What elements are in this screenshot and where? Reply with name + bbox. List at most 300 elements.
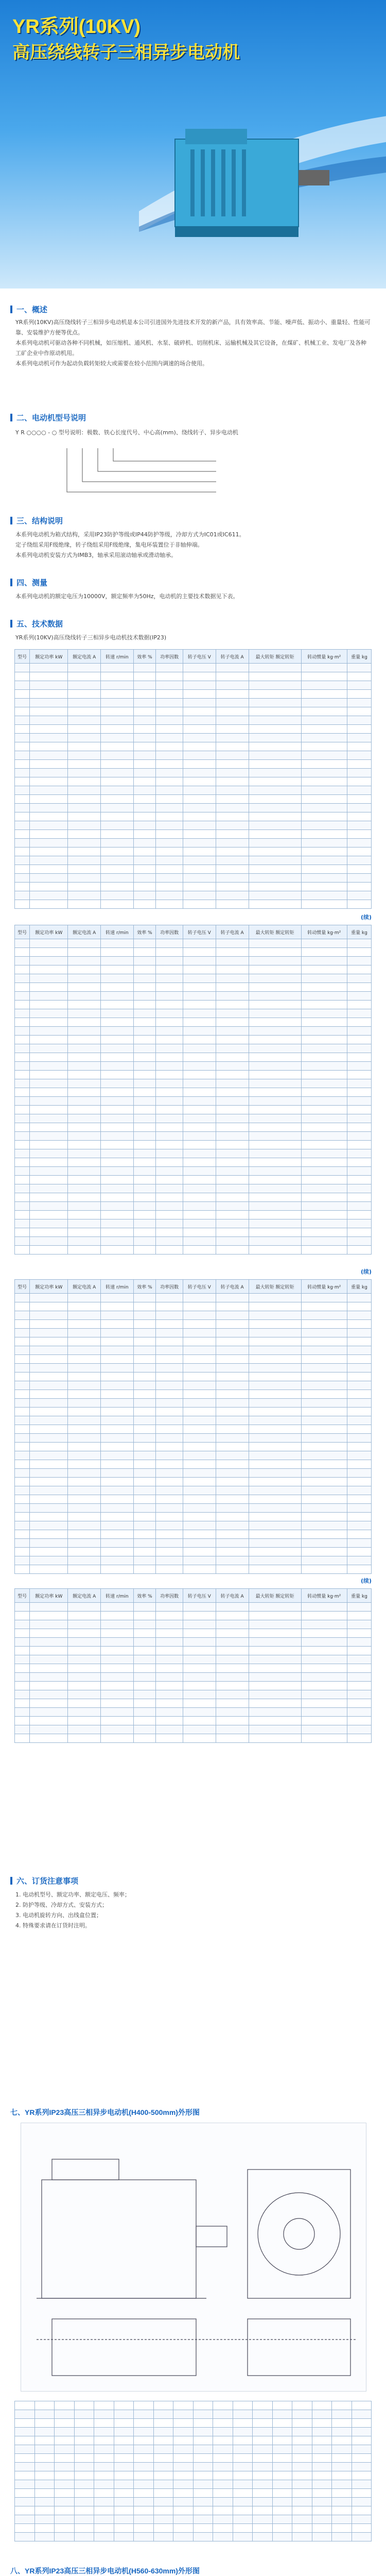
- table-cell: [156, 690, 183, 699]
- table-cell: [347, 1638, 371, 1647]
- table-cell: [15, 1381, 30, 1390]
- table-cell: [249, 1141, 301, 1149]
- table-cell: [183, 1612, 216, 1620]
- table-cell: [68, 1044, 101, 1053]
- table-cell: [249, 734, 301, 742]
- table-cell: [153, 2506, 173, 2515]
- table-cell: [156, 1682, 183, 1690]
- table-row: [15, 2533, 372, 2541]
- table-cell: [68, 1132, 101, 1141]
- table-cell: [30, 891, 68, 900]
- table-cell: [101, 795, 133, 804]
- table-cell: [133, 1399, 156, 1408]
- table-cell: [216, 1320, 249, 1329]
- table-cell: [68, 948, 101, 957]
- table-cell: [55, 2515, 75, 2524]
- table-cell: [183, 1638, 216, 1647]
- table-cell: [68, 1123, 101, 1132]
- table-cell: [30, 1673, 68, 1682]
- table-cell: [301, 1469, 347, 1478]
- table-cell: [347, 1460, 371, 1469]
- table-cell: [253, 2489, 273, 2498]
- table-cell: [30, 1176, 68, 1184]
- table-cell: [183, 891, 216, 900]
- table-cell: [101, 1036, 133, 1044]
- table-cell: [34, 2533, 55, 2541]
- table-cell: [133, 883, 156, 891]
- table-cell: [101, 1202, 133, 1211]
- table-cell: [216, 1548, 249, 1556]
- table-cell: [101, 1664, 133, 1673]
- table-cell: [216, 1513, 249, 1521]
- table-cell: [216, 1469, 249, 1478]
- table-cell: [183, 1539, 216, 1548]
- table-cell: [183, 1513, 216, 1521]
- table-cell: [183, 1167, 216, 1176]
- table-cell: [249, 1364, 301, 1372]
- table-cell: [347, 1425, 371, 1434]
- table-cell: [156, 983, 183, 992]
- table-cell: [301, 1337, 347, 1346]
- table-cell: [301, 1565, 347, 1574]
- table-cell: [312, 2463, 332, 2471]
- table-cell: [15, 760, 30, 769]
- table-cell: [133, 1202, 156, 1211]
- table-cell: [156, 1184, 183, 1193]
- table-cell: [15, 1337, 30, 1346]
- table-row: [15, 707, 372, 716]
- table-cell: [249, 1416, 301, 1425]
- table-cell: [68, 939, 101, 948]
- table-cell: [301, 1434, 347, 1443]
- table-cell: [249, 1184, 301, 1193]
- table-cell: [301, 1228, 347, 1237]
- table-cell: [30, 1132, 68, 1141]
- table-cell: [216, 1132, 249, 1141]
- table-cell: [15, 1193, 30, 1202]
- table-cell: [183, 1460, 216, 1469]
- table-row: [15, 965, 372, 974]
- table-cell: [55, 2401, 75, 2410]
- table-cell: [133, 1193, 156, 1202]
- table-cell: [30, 1294, 68, 1302]
- table-cell: [332, 2498, 352, 2506]
- table-cell: [156, 883, 183, 891]
- table-cell: [183, 1036, 216, 1044]
- table-row: [15, 1044, 372, 1053]
- table-cell: [15, 1106, 30, 1114]
- table-cell: [68, 1548, 101, 1556]
- table-cell: [34, 2410, 55, 2419]
- table-cell: [272, 2471, 292, 2480]
- table-cell: [15, 1211, 30, 1219]
- table-cell: [68, 839, 101, 848]
- table-cell: [15, 821, 30, 830]
- table-cell: [301, 1530, 347, 1539]
- table-cell: [347, 1620, 371, 1629]
- table-cell: [34, 2498, 55, 2506]
- table-cell: [156, 1539, 183, 1548]
- table-cell: [15, 839, 30, 848]
- table-cell: [133, 957, 156, 965]
- table-row: [15, 786, 372, 795]
- table-cell: [15, 2533, 35, 2541]
- table-cell: [347, 1097, 371, 1106]
- table-header-cell: 转速 r/min: [101, 650, 133, 664]
- table-cell: [101, 900, 133, 909]
- table-row: [15, 725, 372, 734]
- table-cell: [347, 1521, 371, 1530]
- table-cell: [216, 1053, 249, 1062]
- table-cell: [101, 1132, 133, 1141]
- table-cell: [30, 1329, 68, 1337]
- table-cell: [133, 974, 156, 983]
- table-cell: [216, 777, 249, 786]
- table-cell: [301, 1237, 347, 1246]
- table-row: [15, 1167, 372, 1176]
- table-cell: [55, 2533, 75, 2541]
- table-cell: [74, 2454, 94, 2463]
- table-cell: [347, 1443, 371, 1451]
- table-cell: [213, 2463, 233, 2471]
- table-cell: [347, 699, 371, 707]
- table-cell: [134, 2410, 154, 2419]
- table-cell: [30, 965, 68, 974]
- table-cell: [156, 1513, 183, 1521]
- table-cell: [153, 2436, 173, 2445]
- table-cell: [301, 874, 347, 883]
- table-cell: [292, 2428, 312, 2436]
- table-cell: [15, 1717, 30, 1725]
- table-header-cell: 效率 %: [133, 925, 156, 939]
- table-cell: [332, 2524, 352, 2533]
- table-header-cell: 转动惯量 kg·m²: [301, 925, 347, 939]
- table-cell: [301, 948, 347, 957]
- table-row: [15, 1372, 372, 1381]
- table-cell: [68, 1664, 101, 1673]
- section-5-text: YR系列(10KV)高压绕线转子三相异步电动机技术数据(IP23): [15, 634, 167, 641]
- table-cell: [347, 957, 371, 965]
- table-cell: [15, 1434, 30, 1443]
- table-header-cell: 额定功率 kW: [30, 1589, 68, 1603]
- table-cell: [347, 883, 371, 891]
- table-cell: [114, 2471, 134, 2480]
- table-cell: [30, 1612, 68, 1620]
- section-heading-5: 五、技术数据: [10, 618, 63, 629]
- table-cell: [249, 1469, 301, 1478]
- table-cell: [15, 1539, 30, 1548]
- table-cell: [15, 699, 30, 707]
- table-row: [15, 1079, 372, 1088]
- table-cell: [216, 1443, 249, 1451]
- table-cell: [249, 1346, 301, 1355]
- table-cell: [55, 2463, 75, 2471]
- table-cell: [68, 751, 101, 760]
- table-cell: [153, 2471, 173, 2480]
- table-cell: [347, 1036, 371, 1044]
- table-header-cell: 型号: [15, 925, 30, 939]
- table-cell: [183, 1320, 216, 1329]
- table-cell: [249, 965, 301, 974]
- table-cell: [68, 1311, 101, 1320]
- table-cell: [193, 2498, 213, 2506]
- table-cell: [156, 1603, 183, 1612]
- table-cell: [133, 1355, 156, 1364]
- table-cell: [216, 672, 249, 681]
- table-cell: [15, 1460, 30, 1469]
- table-cell: [193, 2533, 213, 2541]
- table-cell: [301, 1699, 347, 1708]
- table-cell: [15, 891, 30, 900]
- table-cell: [101, 1372, 133, 1381]
- table-cell: [216, 1337, 249, 1346]
- table-row: [15, 1708, 372, 1717]
- table-cell: [133, 804, 156, 812]
- table-cell: [216, 1451, 249, 1460]
- table-cell: [15, 1565, 30, 1574]
- table-cell: [249, 681, 301, 690]
- table-cell: [15, 1228, 30, 1237]
- table-cell: [301, 1219, 347, 1228]
- table-cell: [249, 1620, 301, 1629]
- table-cell: [156, 1690, 183, 1699]
- table-cell: [173, 2445, 194, 2454]
- table-row: [15, 1399, 372, 1408]
- table-cell: [133, 1690, 156, 1699]
- table-cell: [183, 1434, 216, 1443]
- table-header-cell: 转子电流 A: [216, 650, 249, 664]
- table-cell: [213, 2533, 233, 2541]
- table-cell: [156, 1478, 183, 1486]
- table-cell: [301, 734, 347, 742]
- table-cell: [183, 1530, 216, 1539]
- table-cell: [101, 742, 133, 751]
- table-cell: [94, 2524, 114, 2533]
- hero-banner: [0, 0, 386, 289]
- table-cell: [30, 1734, 68, 1743]
- table-row: [15, 1027, 372, 1036]
- table-cell: [133, 1123, 156, 1132]
- table-cell: [153, 2401, 173, 2410]
- table-cell: [114, 2524, 134, 2533]
- table-cell: [68, 1495, 101, 1504]
- table-cell: [68, 1167, 101, 1176]
- table-row: [15, 1699, 372, 1708]
- table-cell: [301, 1364, 347, 1372]
- table-cell: [213, 2454, 233, 2463]
- table-row: [15, 939, 372, 948]
- table-cell: [30, 699, 68, 707]
- table-cell: [249, 672, 301, 681]
- table-cell: [249, 1539, 301, 1548]
- table-cell: [347, 707, 371, 716]
- table-cell: [249, 1565, 301, 1574]
- table-cell: [133, 965, 156, 974]
- table-cell: [347, 965, 371, 974]
- table-cell: [347, 1202, 371, 1211]
- table-cell: [183, 883, 216, 891]
- table-cell: [216, 1071, 249, 1079]
- table-cell: [347, 848, 371, 856]
- table-row: [15, 1664, 372, 1673]
- table-cell: [153, 2410, 173, 2419]
- table-cell: [101, 1565, 133, 1574]
- table-cell: [114, 2463, 134, 2471]
- table-cell: [30, 1106, 68, 1114]
- table-cell: [30, 1302, 68, 1311]
- table-cell: [101, 1647, 133, 1655]
- table-cell: [68, 1141, 101, 1149]
- table-cell: [347, 751, 371, 760]
- table-cell: [15, 2401, 35, 2410]
- table-cell: [15, 1399, 30, 1408]
- table-cell: [30, 1513, 68, 1521]
- table-cell: [233, 2515, 253, 2524]
- table-cell: [173, 2489, 194, 2498]
- table-cell: [249, 1478, 301, 1486]
- table-cell: [68, 725, 101, 734]
- table-cell: [101, 848, 133, 856]
- table-cell: [15, 2524, 35, 2533]
- table-header-cell: 转动惯量 kg·m²: [301, 1280, 347, 1294]
- table-cell: [173, 2419, 194, 2428]
- table-cell: [101, 1237, 133, 1246]
- section-heading-order: 六、订货注意事项: [10, 1875, 78, 1886]
- table-cell: [156, 1425, 183, 1434]
- table-cell: [249, 957, 301, 965]
- table-cell: [133, 856, 156, 865]
- table-row: [15, 1114, 372, 1123]
- table-cell: [133, 1219, 156, 1228]
- table-cell: [347, 1211, 371, 1219]
- table-cell: [301, 1655, 347, 1664]
- table-cell: [301, 1302, 347, 1311]
- table-cell: [216, 1647, 249, 1655]
- table-cell: [249, 1612, 301, 1620]
- table-cell: [183, 734, 216, 742]
- table-cell: [301, 1513, 347, 1521]
- table-cell: [301, 1184, 347, 1193]
- table-cell: [68, 1717, 101, 1725]
- table-cell: [193, 2506, 213, 2515]
- table-cell: [249, 948, 301, 957]
- table-cell: [347, 1193, 371, 1202]
- table-cell: [216, 1399, 249, 1408]
- table-cell: [301, 1548, 347, 1556]
- table-cell: [216, 1123, 249, 1132]
- table-cell: [101, 1416, 133, 1425]
- table-cell: [183, 777, 216, 786]
- table-row: [15, 1725, 372, 1734]
- table-cell: [216, 1202, 249, 1211]
- table-cell: [133, 1114, 156, 1123]
- table-cell: [216, 1364, 249, 1372]
- table-cell: [30, 1027, 68, 1036]
- table-cell: [347, 1219, 371, 1228]
- table-cell: [272, 2419, 292, 2428]
- table-cell: [183, 900, 216, 909]
- table-cell: [156, 1548, 183, 1556]
- table-cell: [101, 1001, 133, 1009]
- table-row: [15, 1158, 372, 1167]
- table-cell: [332, 2401, 352, 2410]
- table-cell: [249, 1219, 301, 1228]
- table-cell: [301, 1167, 347, 1176]
- table-cell: [133, 1228, 156, 1237]
- table-cell: [68, 1337, 101, 1346]
- table-cell: [249, 725, 301, 734]
- table-cell: [292, 2506, 312, 2515]
- table-cell: [183, 1062, 216, 1071]
- table-cell: [216, 1158, 249, 1167]
- table-cell: [216, 883, 249, 891]
- table-cell: [292, 2410, 312, 2419]
- table-cell: [34, 2419, 55, 2428]
- table-cell: [249, 751, 301, 760]
- table-cell: [68, 1530, 101, 1539]
- table-cell: [55, 2480, 75, 2489]
- table-row: [15, 777, 372, 786]
- table-cell: [15, 1053, 30, 1062]
- table-cell: [352, 2533, 372, 2541]
- table-row: [15, 1647, 372, 1655]
- table-row: [15, 2489, 372, 2498]
- table-cell: [68, 1294, 101, 1302]
- table-cell: [15, 1062, 30, 1071]
- table-cell: [249, 1079, 301, 1088]
- table-cell: [156, 716, 183, 725]
- table-header-cell: 转速 r/min: [101, 1589, 133, 1603]
- table-cell: [30, 848, 68, 856]
- table-row: [15, 883, 372, 891]
- table-cell: [156, 1390, 183, 1399]
- table-cell: [301, 1556, 347, 1565]
- table-cell: [249, 1434, 301, 1443]
- table-cell: [213, 2498, 233, 2506]
- table-cell: [30, 1539, 68, 1548]
- table-cell: [30, 664, 68, 672]
- table-cell: [68, 1149, 101, 1158]
- table-row: [15, 804, 372, 812]
- table-cell: [216, 865, 249, 874]
- table-cell: [156, 957, 183, 965]
- table-cell: [183, 1158, 216, 1167]
- table-cell: [156, 1486, 183, 1495]
- table-cell: [301, 1062, 347, 1071]
- table-cell: [193, 2454, 213, 2463]
- table-cell: [301, 1294, 347, 1302]
- table-cell: [153, 2480, 173, 2489]
- table-cell: [15, 1629, 30, 1638]
- table-cell: [183, 1337, 216, 1346]
- table-cell: [30, 1355, 68, 1364]
- table-cell: [68, 1364, 101, 1372]
- table-row: [15, 2471, 372, 2480]
- table-cell: [94, 2489, 114, 2498]
- table-cell: [68, 1673, 101, 1682]
- table-cell: [74, 2471, 94, 2480]
- table-cell: [156, 1114, 183, 1123]
- table-cell: [101, 716, 133, 725]
- table-cell: [101, 1228, 133, 1237]
- table-cell: [30, 1603, 68, 1612]
- table-cell: [133, 1132, 156, 1141]
- table-cell: [55, 2419, 75, 2428]
- section-heading-1: 一、概述: [10, 304, 47, 315]
- table-cell: [101, 725, 133, 734]
- table-cell: [101, 1106, 133, 1114]
- table-cell: [347, 1548, 371, 1556]
